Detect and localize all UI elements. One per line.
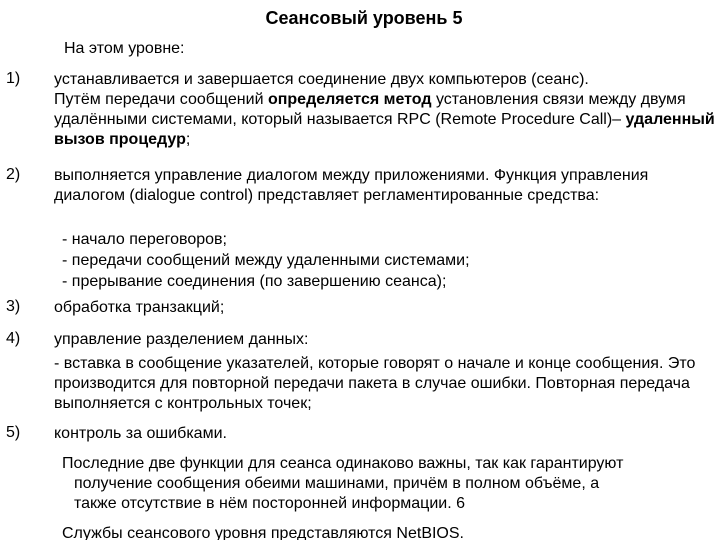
page-number: 6 [456, 495, 466, 512]
item-1-bold-method: определяется метод [267, 91, 432, 108]
item-2-sub: - передачи сообщений между удаленными системами; [62, 252, 470, 269]
item-number: 3) [6, 298, 21, 315]
item-number: 4) [6, 330, 21, 347]
item-number: 5) [6, 424, 21, 441]
closing-line: также отсутствие в нём посторонней информации. [74, 495, 452, 512]
item-number: 2) [6, 166, 21, 183]
item-1-part: установления связи между двумя удалёнными системами, который называется RPC (Remote Procedure Call)– [54, 91, 686, 128]
item-5-text: контроль за ошибками. [54, 425, 227, 442]
item-1-line: устанавливается и завершается соединение двух компьютеров (сеанс). [54, 71, 589, 88]
item-1-text [54, 70, 716, 150]
item-4-text: управление разделением данных: [54, 331, 309, 348]
item-number: 1) [6, 70, 21, 87]
item-1-bold-rpc: удаленный вызов процедур [54, 111, 715, 148]
closing-line: получение сообщения обеими машинами, причём в полном объёме, а [74, 475, 600, 492]
intro-text: На этом уровне: [64, 40, 185, 57]
closing-paragraph [62, 454, 702, 514]
item-2-sub: - прерывание соединения (по завершению сеанса); [62, 273, 447, 290]
item-4-note: - вставка в сообщение указателей, которые говорят о начале и конце сообщения. Это производится для повторной передачи пакета в случае ошибки. Повторная передача выполняется с контрольных точек; [54, 355, 696, 412]
footer-text: Службы сеансового уровня представляются NetBIOS. [62, 525, 464, 540]
item-1-part: Путём передачи сообщений [54, 91, 268, 108]
slide-title: Сеансовый уровень 5 [265, 8, 463, 28]
item-2-text: выполняется управление диалогом между приложениями. Функция управления диалогом (dialogue control) представляет регламентированные средства: [54, 167, 649, 204]
item-3-text: обработка транзакций; [54, 299, 225, 316]
closing-line: Последние две функции для сеанса одинаково важны, так как гарантируют [62, 455, 624, 472]
item-2-sub: - начало переговоров; [62, 231, 227, 248]
item-1-part: ; [185, 131, 191, 148]
closing-last-line [62, 494, 702, 514]
